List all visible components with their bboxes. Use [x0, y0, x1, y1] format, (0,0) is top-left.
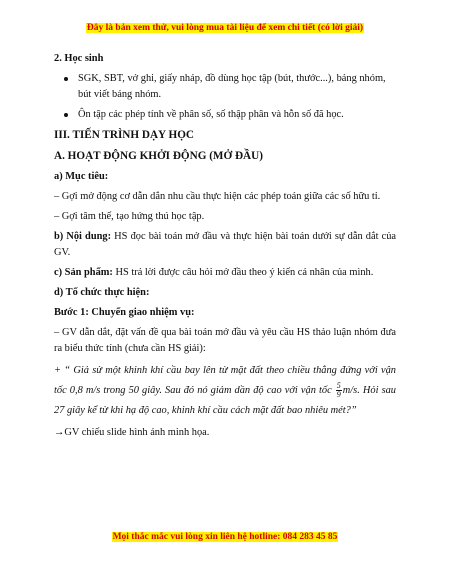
- organization-label: d) Tổ chức thực hiện:: [54, 287, 150, 298]
- bullet-icon: [64, 77, 68, 81]
- activity-heading: A. HOẠT ĐỘNG KHỞI ĐỘNG (MỞ ĐẦU): [54, 150, 263, 162]
- fraction-numerator: 5: [336, 381, 341, 391]
- list-item-text: Ôn tập các phép tính về phân số, số thập phân và hỗn số đã học.: [78, 109, 344, 120]
- list-item: [54, 107, 396, 123]
- preview-banner: [0, 23, 450, 33]
- fraction-denominator: 9: [336, 390, 341, 400]
- document-body: [54, 51, 396, 445]
- step1-label: Bước 1: Chuyển giao nhiệm vụ:: [54, 307, 195, 318]
- goal-label: a) Mục tiêu:: [54, 171, 109, 182]
- goal-line: – Gợi mở động cơ dẫn dắn nhu cầu thực hiện các phép toán giữa các số hữu tỉ.: [54, 191, 381, 202]
- content-label: b) Nội dung:: [54, 231, 112, 242]
- product-label: c) Sản phẩm:: [54, 267, 113, 278]
- process-heading: III. TIẾN TRÌNH DẠY HỌC: [54, 129, 194, 141]
- quote-part2: m/s. Hỏi sau 27 giây kể từ khi hạ độ cao, khinh khí cầu cách mặt đất bao nhiêu mét?”: [54, 385, 397, 416]
- preview-banner-text: Đây là bản xem thử, vui lòng mua tài liệu để xem chi tiết (có lời giải): [86, 23, 364, 33]
- list-item-text: SGK, SBT, vở ghi, giấy nháp, đồ dùng học tập (bút, thước...), bảng nhóm, bút viết bảng nhóm.: [78, 73, 386, 100]
- bullet-icon: [64, 113, 68, 117]
- quote-part1: + “ Giả sử một khinh khí cầu bay lên từ mặt đất theo chiều thẳng đứng với vận tốc 0,8 m/s trong 50 giây. Sau đó nó giảm dần độ cao với vận tốc: [54, 365, 396, 396]
- hotline-banner: [0, 532, 450, 542]
- list-item: [54, 71, 396, 103]
- content-paragraph: [54, 229, 396, 261]
- students-heading: 2. Học sinh: [54, 53, 104, 64]
- slide-line: →GV chiếu slide hình ảnh minh họa.: [54, 427, 210, 438]
- step1-text: – GV dẫn dắt, đặt vấn đề qua bài toán mở đầu và yêu cầu HS thảo luận nhóm đưa ra biểu thức tính (chưa cần HS giải):: [54, 327, 396, 354]
- fraction: [336, 382, 342, 399]
- product-paragraph: [54, 265, 396, 281]
- goal-line: – Gợi tâm thế, tạo hứng thú học tập.: [54, 211, 205, 222]
- content-text: HS đọc bài toán mở đầu và thực hiện bài toán dưới sự dẫn dắt của GV.: [54, 231, 396, 258]
- problem-quote: [54, 361, 396, 421]
- hotline-banner-text: Mọi thắc mắc vui lòng xin liên hệ hotline: 084 283 45 85: [112, 532, 338, 542]
- product-text: HS trả lời được câu hỏi mở đầu theo ý kiến cá nhân của mình.: [112, 267, 374, 278]
